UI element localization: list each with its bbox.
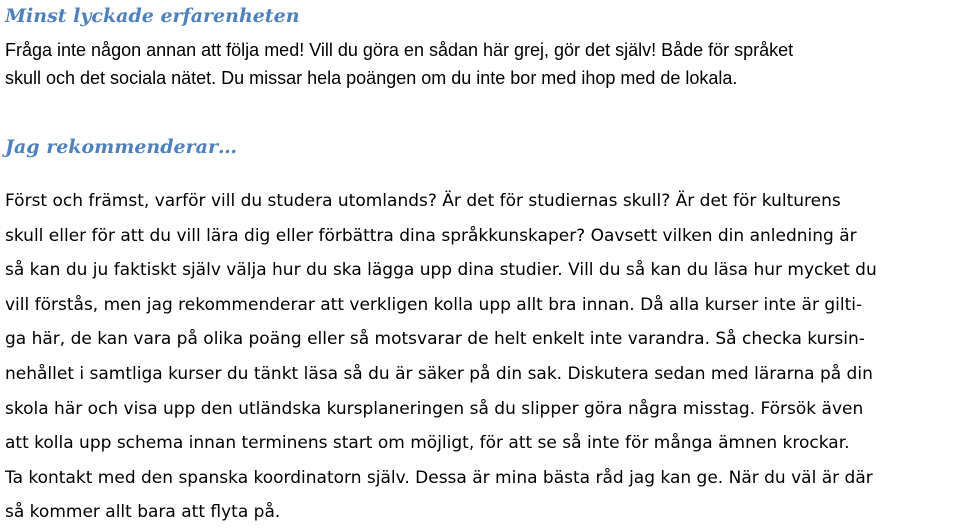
text-line: nehållet i samtliga kurser du tänkt läsa så du är säker på din sak. Diskutera sedan med lärarna på din (5, 363, 873, 384)
text-line: att kolla upp schema innan terminens start om möjligt, för att se så inte för många ämnen krockar. (5, 433, 850, 454)
text-line: skull och det sociala nätet. Du missar hela poängen om du inte bor med ihop med de lokala. (5, 68, 738, 88)
section-heading-recommend: Jag rekommenderar… (5, 136, 237, 158)
text-line: skola här och visa upp den utländska kursplaneringen så du slipper göra några misstag. Försök även (5, 398, 864, 419)
text-line: så kommer allt bara att flyta på. (5, 502, 281, 523)
section-heading-least-successful: Minst lyckade erfarenheten (5, 5, 300, 27)
text-line: vill förstås, men jag rekommenderar att verkligen kolla upp allt bra innan. Då alla kurser inte är gilti- (5, 294, 863, 315)
text-line: ga här, de kan vara på olika poäng eller så motsvarar de helt enkelt inte varandra. Så checka kursin- (5, 329, 865, 350)
paragraph-recommend (5, 184, 955, 530)
text-line: Fråga inte någon annan att följa med! Vill du göra en sådan här grej, gör det själv! Både för språket (5, 40, 794, 60)
text-line: skull eller för att du vill lära dig eller förbättra dina språkkunskaper? Oavsett vilken din anledning är (5, 225, 857, 246)
paragraph-least-successful (5, 36, 955, 92)
text-line: Först och främst, varför vill du studera utomlands? Är det för studiernas skull? Är det för kulturens (5, 191, 841, 211)
text-line: Ta kontakt med den spanska koordinatorn själv. Dessa är mina bästa råd jag kan ge. När du väl är där (5, 467, 873, 488)
text-line: så kan du ju faktiskt själv välja hur du ska lägga upp dina studier. Vill du så kan du läsa hur mycket du (5, 260, 877, 281)
